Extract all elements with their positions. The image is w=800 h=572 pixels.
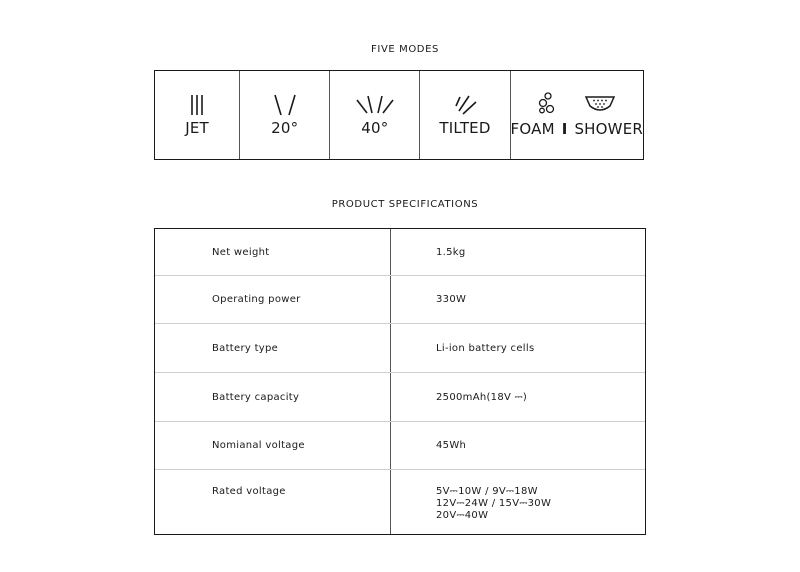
spec-value: 45Wh xyxy=(436,440,467,451)
modes-panel xyxy=(154,70,644,160)
spec-name: Rated voltage xyxy=(155,470,391,534)
mode-40-degree xyxy=(330,71,420,159)
mode-label-foam: FOAM xyxy=(510,120,555,138)
spec-value: 1.5kg xyxy=(436,246,466,258)
mode-label-tilted: TILTED xyxy=(439,118,491,137)
spec-value: 330W xyxy=(436,294,467,305)
spec-name: Nomianal voltage xyxy=(155,422,391,469)
mode-20-degree xyxy=(240,71,330,159)
table-row xyxy=(155,229,645,276)
spec-value: Li-ion battery cells xyxy=(436,342,535,354)
spec-value-line: 12V⎓24W / 15V⎓30W xyxy=(436,498,552,509)
spray-40-icon xyxy=(355,94,395,116)
spec-name: Net weight xyxy=(155,229,391,275)
mode-label-separator: I xyxy=(561,120,568,138)
mode-jet xyxy=(155,71,240,159)
mode-foam-shower xyxy=(511,71,643,159)
table-row xyxy=(155,422,645,470)
table-row xyxy=(155,324,645,373)
spec-name: Battery type xyxy=(155,324,391,372)
foam-bubbles-icon xyxy=(538,92,556,114)
table-row xyxy=(155,470,645,534)
jet-icon xyxy=(189,94,205,116)
spec-value: 2500mAh(18V ⎓) xyxy=(436,391,528,403)
table-row xyxy=(155,276,645,324)
table-row xyxy=(155,373,645,422)
spec-value-line: 20V⎓40W xyxy=(436,510,489,521)
tilted-icon xyxy=(452,94,478,116)
shower-head-icon xyxy=(584,94,616,114)
five-modes-title: FIVE MODES xyxy=(371,44,439,55)
spec-name: Operating power xyxy=(155,276,391,323)
product-specs-title: PRODUCT SPECIFICATIONS xyxy=(331,199,479,210)
spec-value-multiline xyxy=(391,470,645,534)
spec-value-line: 5V⎓10W / 9V⎓18W xyxy=(436,486,538,497)
mode-tilted xyxy=(420,71,510,159)
mode-label-shower: SHOWER xyxy=(574,120,643,138)
spray-20-icon xyxy=(272,94,298,116)
mode-label-foam-shower xyxy=(511,120,643,138)
mode-label-jet: JET xyxy=(185,118,209,137)
mode-label-20: 20° xyxy=(271,118,299,137)
mode-label-40: 40° xyxy=(361,118,389,137)
spec-name: Battery capacity xyxy=(155,373,391,421)
specs-table xyxy=(154,228,646,535)
